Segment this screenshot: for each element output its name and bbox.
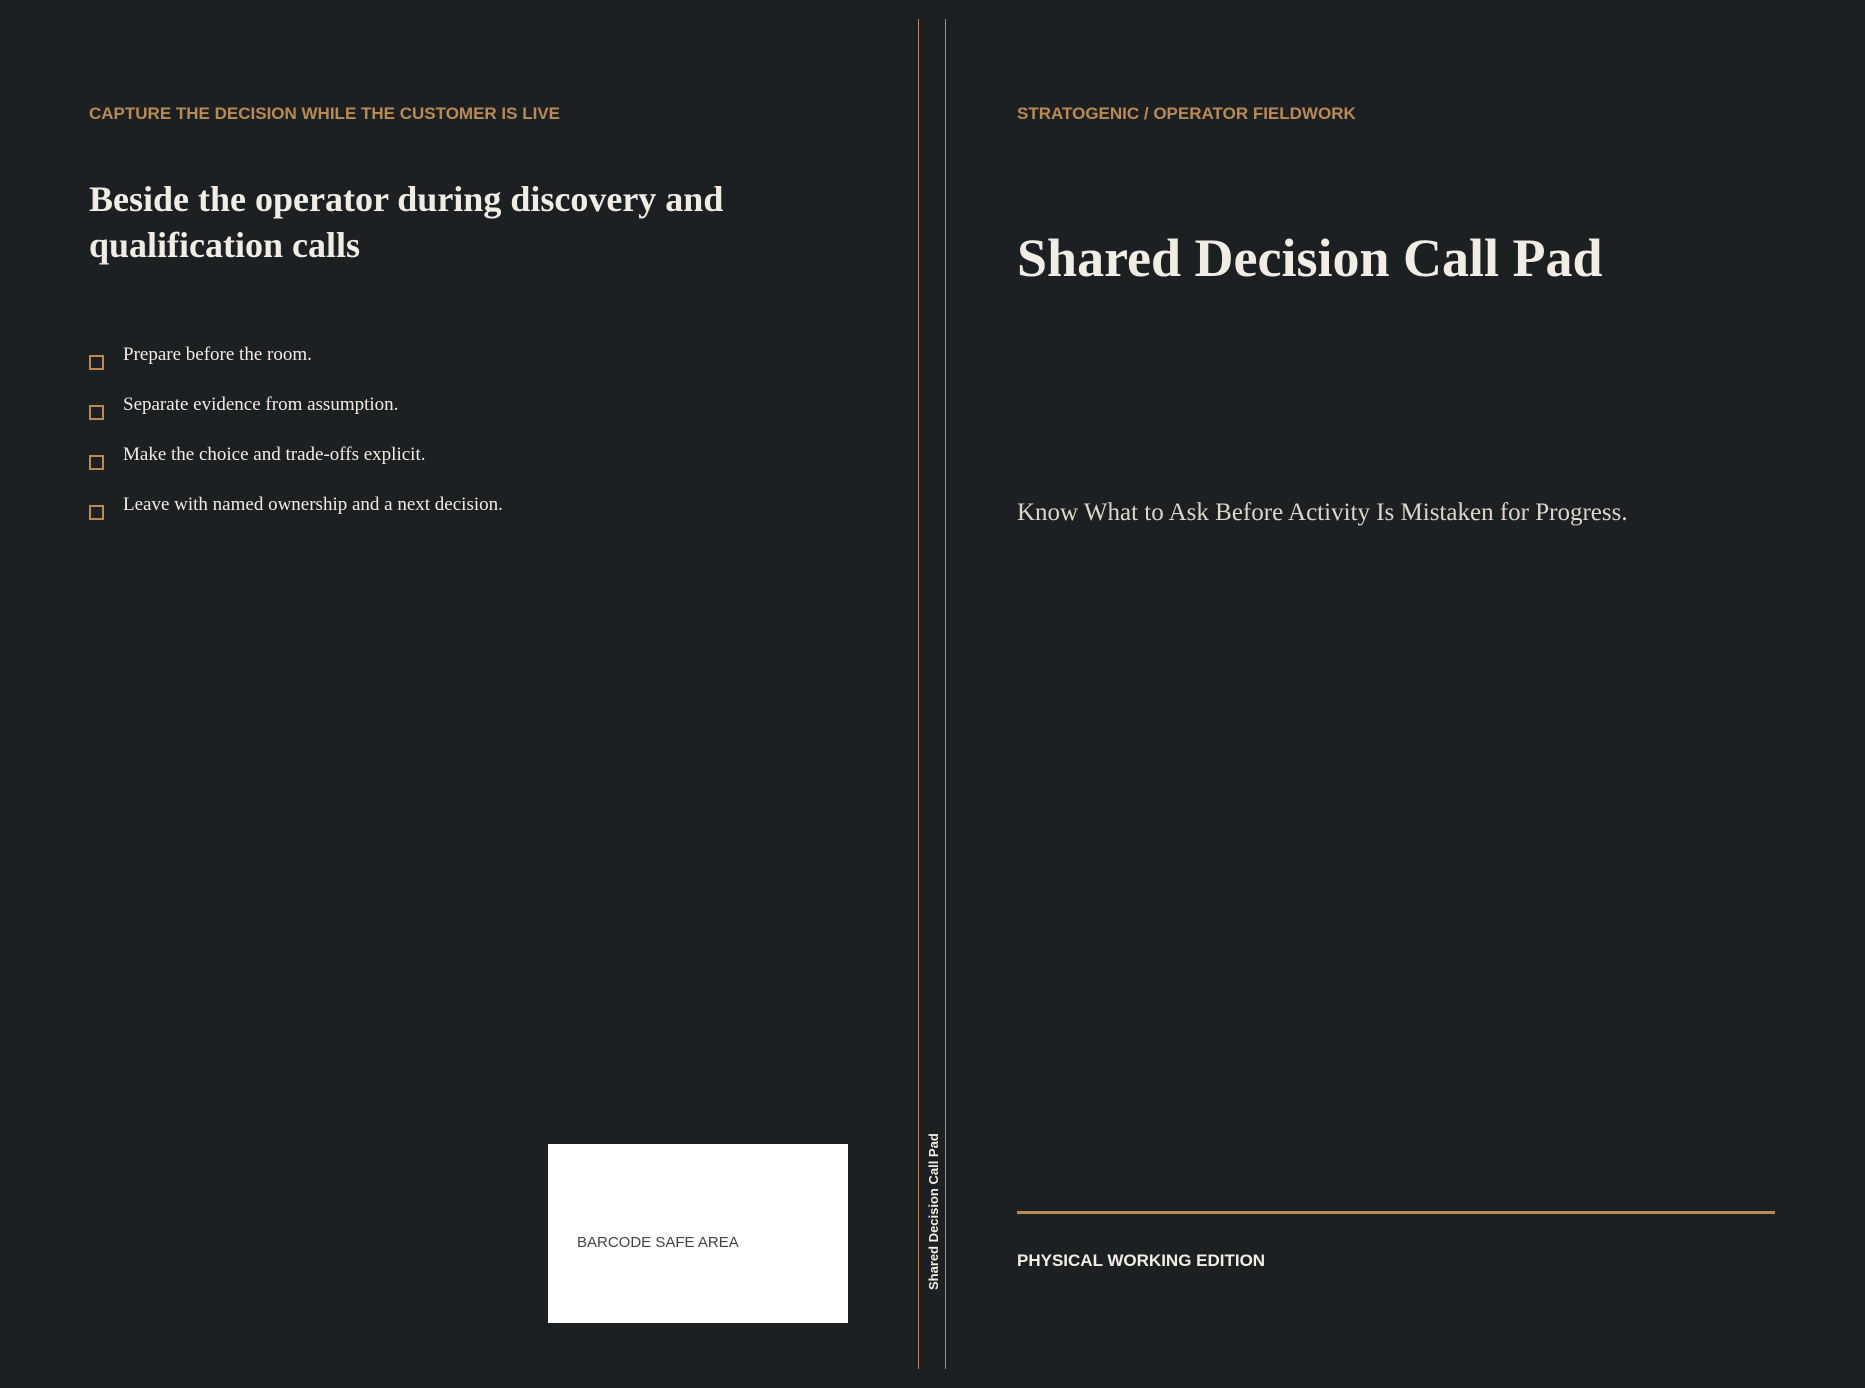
front-cover-edition: PHYSICAL WORKING EDITION [1017, 1251, 1266, 1270]
spine-left-rule [918, 19, 919, 1369]
front-cover-title: Shared Decision Call Pad [1017, 228, 1603, 288]
checkbox-empty-icon [89, 355, 104, 370]
front-cover-eyebrow: STRATOGENIC / OPERATOR FIELDWORK [1017, 104, 1356, 123]
checklist-item-label: Leave with named ownership and a next decision. [123, 494, 503, 515]
checkbox-empty-icon [89, 505, 104, 520]
checklist-item-label: Prepare before the room. [123, 344, 312, 365]
checklist-item-label: Make the choice and trade-offs explicit. [123, 444, 426, 465]
front-cover-subtitle: Know What to Ask Before Activity Is Mistaken for Progress. [1017, 499, 1628, 526]
checkbox-empty-icon [89, 455, 104, 470]
barcode-safe-area [548, 1144, 848, 1323]
barcode-safe-area-label: BARCODE SAFE AREA [577, 1234, 739, 1251]
checklist-item-label: Separate evidence from assumption. [123, 394, 399, 415]
spine-title: Shared Decision Call Pad [926, 1133, 941, 1290]
back-cover-eyebrow: CAPTURE THE DECISION WHILE THE CUSTOMER IS LIVE [89, 104, 560, 123]
checkbox-empty-icon [89, 405, 104, 420]
front-cover-divider [1017, 1211, 1775, 1214]
back-cover-heading: Beside the operator during discovery and qualification calls [89, 179, 724, 265]
spine-right-rule [945, 19, 946, 1369]
